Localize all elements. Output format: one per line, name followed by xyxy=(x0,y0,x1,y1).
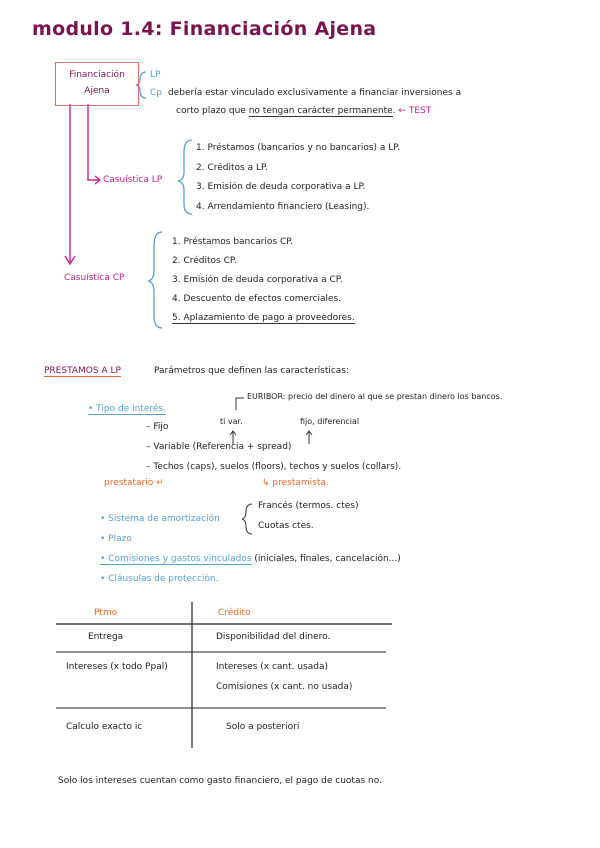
cp-short: Cp xyxy=(150,88,162,98)
table-cell-right: Comisiones (x cant. no usada) xyxy=(216,682,353,692)
casuistica-cp-item: 1. Préstamos bancarios CP. xyxy=(172,237,294,247)
tipo-fijo: – Fijo xyxy=(146,422,169,432)
comisiones-gastos: • Comisiones y gastos vinculados (iniciales, finales, cancelación...) xyxy=(100,554,401,564)
amortizacion-cuotas: Cuotas ctes. xyxy=(258,521,314,531)
euribor-bracket xyxy=(236,398,244,410)
brace-amortizacion xyxy=(242,504,252,534)
footer-note: Solo los intereses cuentan como gasto financiero, el pago de cuotas no. xyxy=(58,776,382,786)
brace-casuistica-lp xyxy=(178,140,192,214)
casuistica-cp-item: 3. Emisión de deuda corporativa a CP. xyxy=(172,275,343,285)
ti-var-note: ti var. xyxy=(220,417,243,426)
cp-definition-line1: debería estar vinculado exclusivamente a financiar inversiones a xyxy=(168,88,462,98)
casuistica-cp-label: Casuística CP xyxy=(64,273,125,283)
casuistica-lp-item: 2. Créditos a LP. xyxy=(196,163,268,173)
table-cell-left: Intereses (x todo Ppal) xyxy=(66,662,168,672)
financiacion-ajena-box-label: Financiación Ajena xyxy=(69,70,125,96)
casuistica-lp-item: 4. Arrendamiento financiero (Leasing). xyxy=(196,202,370,212)
casuistica-lp-item: 3. Emisión de deuda corporativa a LP. xyxy=(196,182,366,192)
tipo-interes: • Tipo de interés. xyxy=(88,404,166,414)
table-header-ptmo: Ptmo xyxy=(94,608,118,618)
casuistica-cp-item: 5. Aplazamiento de pago a proveedores. xyxy=(172,313,355,323)
amortizacion-frances: Francés (termos. ctes) xyxy=(258,501,359,511)
arrow-box-to-lp xyxy=(88,104,99,180)
brace-casuistica-cp xyxy=(148,232,162,328)
clausulas-proteccion: • Cláusulas de protección. xyxy=(100,574,219,584)
casuistica-cp-item: 2. Créditos CP. xyxy=(172,256,237,266)
cp-definition-line2: corto plazo que no tengan carácter permanente. ← TEST xyxy=(176,106,432,116)
prestatario-note: prestatario ↵ xyxy=(104,478,164,488)
prestamos-subtitle: Parámetros que definen las características: xyxy=(154,366,350,376)
tipo-variable: – Variable (Referencia + spread) xyxy=(146,442,292,452)
lp-short: LP xyxy=(150,70,161,80)
table-cell-right: Intereses (x cant. usada) xyxy=(216,662,329,672)
prestamista-note: ↳ prestamista. xyxy=(262,478,329,488)
page-title: modulo 1.4: Financiación Ajena xyxy=(32,18,377,40)
test-tag: ← TEST xyxy=(398,106,432,116)
sistema-amortizacion: • Sistema de amortización xyxy=(100,514,220,524)
plazo: • Plazo xyxy=(100,534,132,544)
prestamos-heading: PRESTAMOS A LP xyxy=(44,366,121,376)
table-cell-right: Disponibilidad del dinero. xyxy=(216,632,331,642)
table-cell-left: Calculo exacto ic xyxy=(66,722,143,732)
casuistica-cp-item: 4. Descuento de efectos comerciales. xyxy=(172,294,342,304)
table-header-credito: Crédito xyxy=(218,608,251,618)
euribor-note: EURIBOR: precio del dinero al que se prestan dinero los bancos. xyxy=(247,392,503,401)
table-cell-right: Solo a posteriori xyxy=(226,722,300,732)
table-cell-left: Entrega xyxy=(88,632,124,642)
casuistica-lp-label: Casuística LP xyxy=(103,175,163,185)
fijo-dif-note: fijo, diferencial xyxy=(300,417,360,426)
casuistica-lp-item: 1. Préstamos (bancarios y no bancarios) a LP. xyxy=(196,143,401,153)
tipo-techos: – Techos (caps), suelos (floors), techos y suelos (collars). xyxy=(146,462,402,472)
